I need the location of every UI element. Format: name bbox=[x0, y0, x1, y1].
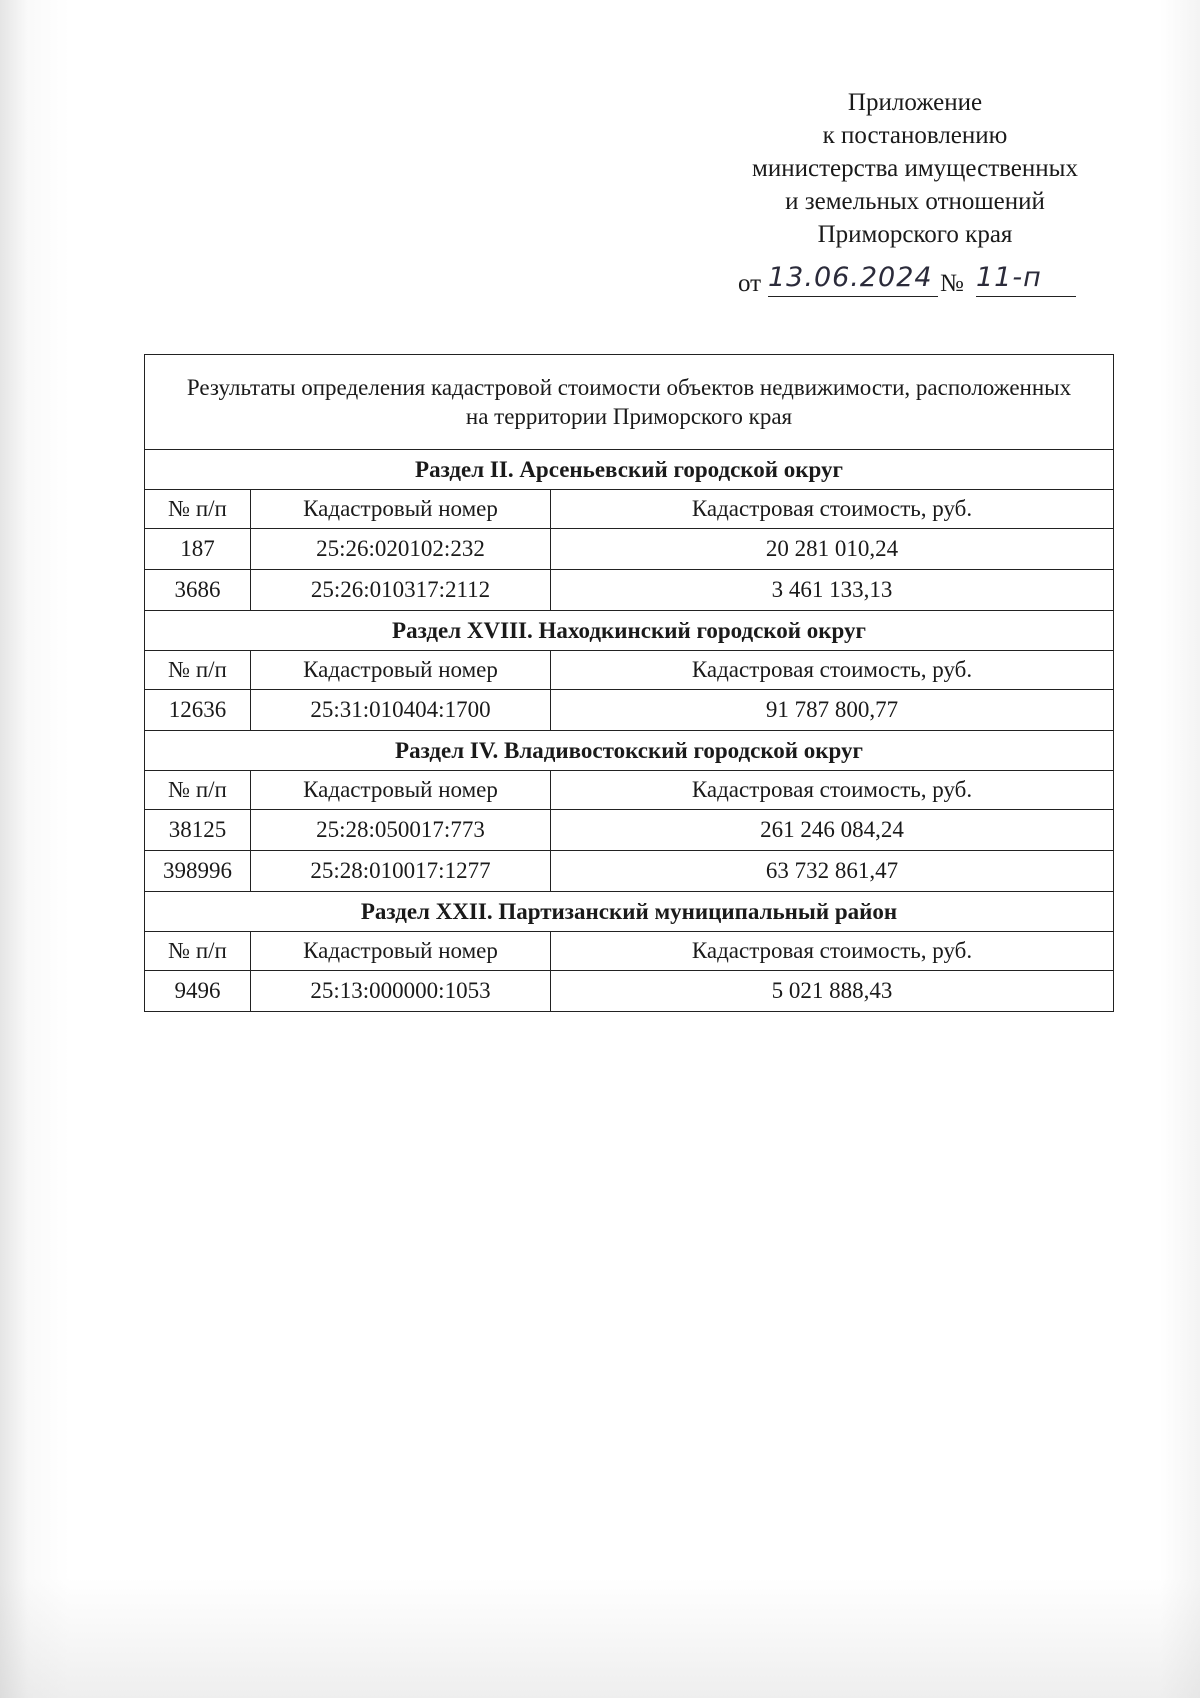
number-prefix: № bbox=[940, 270, 964, 297]
scan-shadow-right bbox=[1160, 0, 1200, 1698]
cadastral-number: 25:31:010404:1700 bbox=[251, 690, 551, 731]
cadastral-number: 25:26:010317:2112 bbox=[251, 570, 551, 611]
appendix-line: Приложение bbox=[847, 89, 983, 116]
cadastral-value-column-header: Кадастровая стоимость, руб. bbox=[551, 771, 1114, 810]
column-header-row bbox=[145, 490, 1114, 529]
table-title-line: Результаты определения кадастровой стоимости объектов недвижимости, расположенных bbox=[186, 375, 1072, 400]
table-row bbox=[145, 810, 1114, 851]
resolution-date-number bbox=[738, 262, 1138, 304]
table-row bbox=[145, 690, 1114, 731]
appendix-line: министерства имущественных bbox=[752, 155, 1078, 182]
section-title: Раздел XXII. Партизанский муниципальный район bbox=[145, 892, 1114, 932]
row-number: 398996 bbox=[145, 851, 251, 892]
cadastral-number: 25:28:010017:1277 bbox=[251, 851, 551, 892]
cadastral-value: 63 732 861,47 bbox=[551, 851, 1114, 892]
cadastral-number-column-header: Кадастровый номер bbox=[251, 932, 551, 971]
cadastral-number-column-header: Кадастровый номер bbox=[251, 651, 551, 690]
section-row bbox=[145, 731, 1114, 771]
cadastral-number-column-header: Кадастровый номер bbox=[251, 771, 551, 810]
table-title-line: на территории Приморского края bbox=[465, 404, 793, 429]
number-column-header: № п/п bbox=[145, 932, 251, 971]
table-row bbox=[145, 529, 1114, 570]
table-row bbox=[145, 851, 1114, 892]
row-number: 38125 bbox=[145, 810, 251, 851]
column-header-row bbox=[145, 651, 1114, 690]
scan-shadow-left bbox=[0, 0, 70, 1698]
row-number: 12636 bbox=[145, 690, 251, 731]
row-number: 3686 bbox=[145, 570, 251, 611]
row-number: 187 bbox=[145, 529, 251, 570]
section-row bbox=[145, 892, 1114, 932]
cadastral-results-table bbox=[144, 354, 1114, 1012]
scan-shadow-bottom bbox=[0, 1578, 1200, 1698]
handwritten-date: 13.06.2024 bbox=[768, 262, 938, 297]
cadastral-value: 3 461 133,13 bbox=[551, 570, 1114, 611]
date-prefix: от bbox=[738, 270, 762, 297]
cadastral-number: 25:13:000000:1053 bbox=[251, 971, 551, 1012]
appendix-line: Приморского края bbox=[817, 221, 1013, 248]
handwritten-number: 11-п bbox=[976, 262, 1076, 297]
appendix-header bbox=[700, 86, 1130, 251]
section-row bbox=[145, 611, 1114, 651]
cadastral-value-column-header: Кадастровая стоимость, руб. bbox=[551, 490, 1114, 529]
cadastral-number-column-header: Кадастровый номер bbox=[251, 490, 551, 529]
cadastral-value: 91 787 800,77 bbox=[551, 690, 1114, 731]
section-title: Раздел IV. Владивостокский городской округ bbox=[145, 731, 1114, 771]
cadastral-value-column-header: Кадастровая стоимость, руб. bbox=[551, 651, 1114, 690]
section-title: Раздел II. Арсеньевский городской округ bbox=[145, 450, 1114, 490]
cadastral-number: 25:26:020102:232 bbox=[251, 529, 551, 570]
row-number: 9496 bbox=[145, 971, 251, 1012]
number-column-header: № п/п bbox=[145, 771, 251, 810]
cadastral-number: 25:28:050017:773 bbox=[251, 810, 551, 851]
table-title bbox=[145, 355, 1114, 450]
number-column-header: № п/п bbox=[145, 651, 251, 690]
table-row bbox=[145, 971, 1114, 1012]
cadastral-value: 261 246 084,24 bbox=[551, 810, 1114, 851]
cadastral-value: 20 281 010,24 bbox=[551, 529, 1114, 570]
number-column-header: № п/п bbox=[145, 490, 251, 529]
section-row bbox=[145, 450, 1114, 490]
table-row bbox=[145, 570, 1114, 611]
column-header-row bbox=[145, 932, 1114, 971]
appendix-line: к постановлению bbox=[822, 122, 1008, 149]
section-title: Раздел XVIII. Находкинский городской округ bbox=[145, 611, 1114, 651]
appendix-line: и земельных отношений bbox=[785, 188, 1045, 215]
cadastral-value: 5 021 888,43 bbox=[551, 971, 1114, 1012]
cadastral-value-column-header: Кадастровая стоимость, руб. bbox=[551, 932, 1114, 971]
column-header-row bbox=[145, 771, 1114, 810]
